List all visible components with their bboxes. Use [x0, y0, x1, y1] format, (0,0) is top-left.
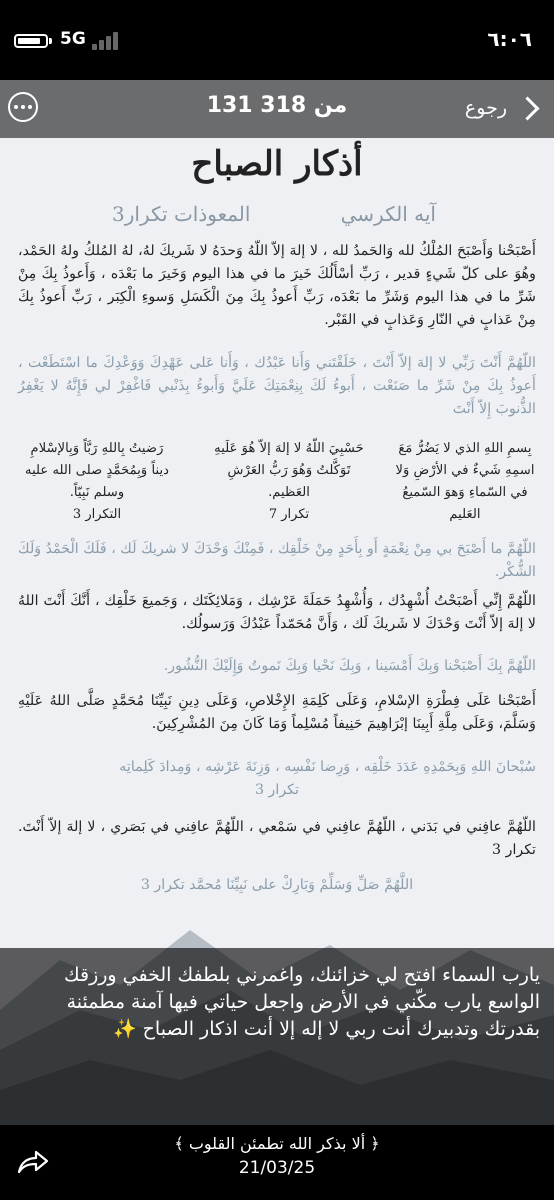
dhikr-paragraph-4: اللّهُمَّ إِنِّي أَصْبَحْتُ أُشْهِدُك ، وَأُشْهِدُ حَمَلَةَ عَرْشِك ، وَمَلائِكَتَك ، وَجَميعَ خَلْقِك ، أَنَّكَ أَنْتَ اللهُ لا إلهَ إلاّ أَنْتَ وَحْدَكَ لا شَريكَ لَك ، وَأَنَّ مُحَمّداً عَبْدُكَ وَرَسولُك.: [18, 593, 536, 632]
column-middle-text: حَسْبِيَ اللّهُ لا إلهَ إلاّ هُوَ عَلَيهِ تَوَكَّلتُ وَهُوَ رَبُّ العَرْشِ العَظيم.: [214, 441, 364, 500]
column-left-text: رَضيتُ بِاللهِ رَبَّاً وَبِالإسْلامِ ديناً وَبِمُحَمَّدٍ صلى الله عليه وسلم نَبِيّاً.: [25, 441, 169, 500]
paragraph-7-text: سُبْحانَ اللهِ وَبِحَمْدِهِ عَدَدَ خَلْقِه ، وَرِضا نَفْسِه ، وَزِنَةَ عَرْشِه ، وَمِدادَ كَلِماتِه: [119, 759, 536, 775]
dhikr-paragraph-8: اللّهُمَّ عافِني في بَدَني ، اللّهُمَّ عافِني في سَمْعي ، اللّهُمَّ عافِني في بَصَري ، لا إلهَ إلاّ أَنْتَ. تكرار 3: [18, 819, 536, 858]
footer-date: 21/03/25: [238, 1158, 316, 1178]
dhikr-paragraph-7: [18, 756, 536, 802]
doc-title: أذكار الصباح: [191, 144, 363, 184]
photo-counter: 131 من 318: [206, 93, 348, 118]
battery-icon: [14, 34, 48, 48]
caption-text: [10, 962, 540, 1043]
dhikr-paragraph-9: اللَّهُمَّ صَلِّ وَسَلِّمْ وَبَارِكْ على نَبِيِّنَا مُحمَّد تكرار 3: [140, 877, 414, 893]
dhikr-paragraph-1: أَصْبَحْنا وَأَصْبَحَ المُلْكُ لله وَالحَمدُ لله ، لا إلهَ إلاّ اللّهُ وَحدَهُ لا شَريكَ لهُ، لهُ المُلكُ ولهُ الحَمْد، وهُوَ على كلّ شَيءٍ قدير ، رَبِّ أسْأَلُكَ خَيرَ ما في هذا اليوم وَخَيرَ ما بَعْدَه ، وَأَعوذُ بِكَ مِنْ شَرِّ ما في هذا اليوم وَشَرِّ ما بَعْدَه، رَبِّ أَعوذُ بِكَ مِنَ الْكَسَلِ وَسوءِ الْكِبَر ، رَبِّ أَعوذُ بِكَ مِنْ عَذابٍ في النّارِ وَعَذابٍ في القَبْر.: [18, 243, 536, 328]
footer-phrase: ﴿ ألا بذكر الله تطمئن القلوب ﴾: [174, 1134, 380, 1153]
dhikr-column-middle: [214, 438, 364, 526]
dhikr-column-left: [22, 438, 172, 526]
dhikr-paragraph-5: اللّهُمَّ بِكَ أَصْبَحْنا وَبِكَ أَمْسَينا ، وَبِكَ نَحْيا وَبِكَ نَموتُ وَإِلَيْكَ النُّشُور.: [163, 658, 536, 674]
status-time: ٦:٠٦: [487, 27, 532, 51]
subtitle-muawwidhat: المعوذات تكرار3: [112, 202, 251, 226]
back-label: رجوع: [464, 97, 507, 119]
subtitle-ayat-kursi: آيه الكرسي: [340, 202, 436, 226]
dhikr-paragraph-6: أَصْبَحْنا عَلَى فِطْرَةِ الإسْلامِ، وَعَلَى كَلِمَةِ الإِخْلاصِ، وَعَلَى دِينِ نَبِيِّنَا مُحَمَّدٍ صَلَّى اللهُ عَلَيْهِ وَسَلَّمَ، وَعَلَى مِلَّةِ أَبِينَا إبْرَاهِيمَ حَنِيفاً مُسْلِماً وَمَا كَانَ مِنَ المُشْرِكِينَ.: [18, 693, 536, 732]
caption-body: يارب السماء افتح لي خزائنك، واغمرني بلطفك الخفي ورزقك الواسع يارب مكّني في الأرض واجعل حياتي فيها آمنة مطمئنة بقدرتك وتدبيرك أنت ربي لا إله إلا أنت اذكار الصباح: [63, 964, 540, 1040]
network-type: 5G: [60, 29, 86, 49]
signal-icon: [92, 32, 124, 50]
dhikr-paragraph-2: اللّهُمَّ أَنْتَ رَبِّي لا إلهَ إلاّ أَنْتَ ، خَلَقْتَني وَأَنا عَبْدُك ، وَأَنا عَلى عَهْدِكَ وَوَعْدِكَ ما اسْتَطَعْت ، أَعوذُ بِكَ مِنْ شَرِّ ما صَنَعْت ، أَبوءُ لَكَ بِنِعْمَتِكَ عَلَيَّ وَأَبوءُ بِذَنْبي فَاغْفِرْ لي فَإِنَّهُ لا يَغْفِرُ الذُّنوبَ إِلاّ أَنْتَ: [18, 355, 536, 417]
column-middle-repeat: تكرار 7: [268, 507, 310, 522]
battery-tip: [49, 38, 52, 44]
more-options-icon[interactable]: [8, 92, 38, 122]
dhikr-paragraph-3: اللّهُمَّ ما أَصْبَحَ بي مِنْ نِعْمَةٍ أَو بِأَحَدٍ مِنْ خَلْقِك ، فَمِنْكَ وَحْدَكَ لا شريكَ لَك ، فَلَكَ الْحَمْدُ وَلَكَ الشُّكْر.: [18, 541, 536, 580]
paragraph-7-repeat: تكرار 3: [255, 782, 299, 798]
sparkle-icon: ✨: [112, 1018, 137, 1040]
column-left-repeat: التكرار 3: [72, 507, 122, 522]
dhikr-column-right: [390, 438, 540, 526]
column-right-text: بِسمِ اللهِ الذي لا يَضُرُّ مَعَ اسمِهِ شَيءٌ في الأرْضِ وَلا في السّماءِ وَهوَ السّميعُ العَليم: [395, 441, 535, 522]
